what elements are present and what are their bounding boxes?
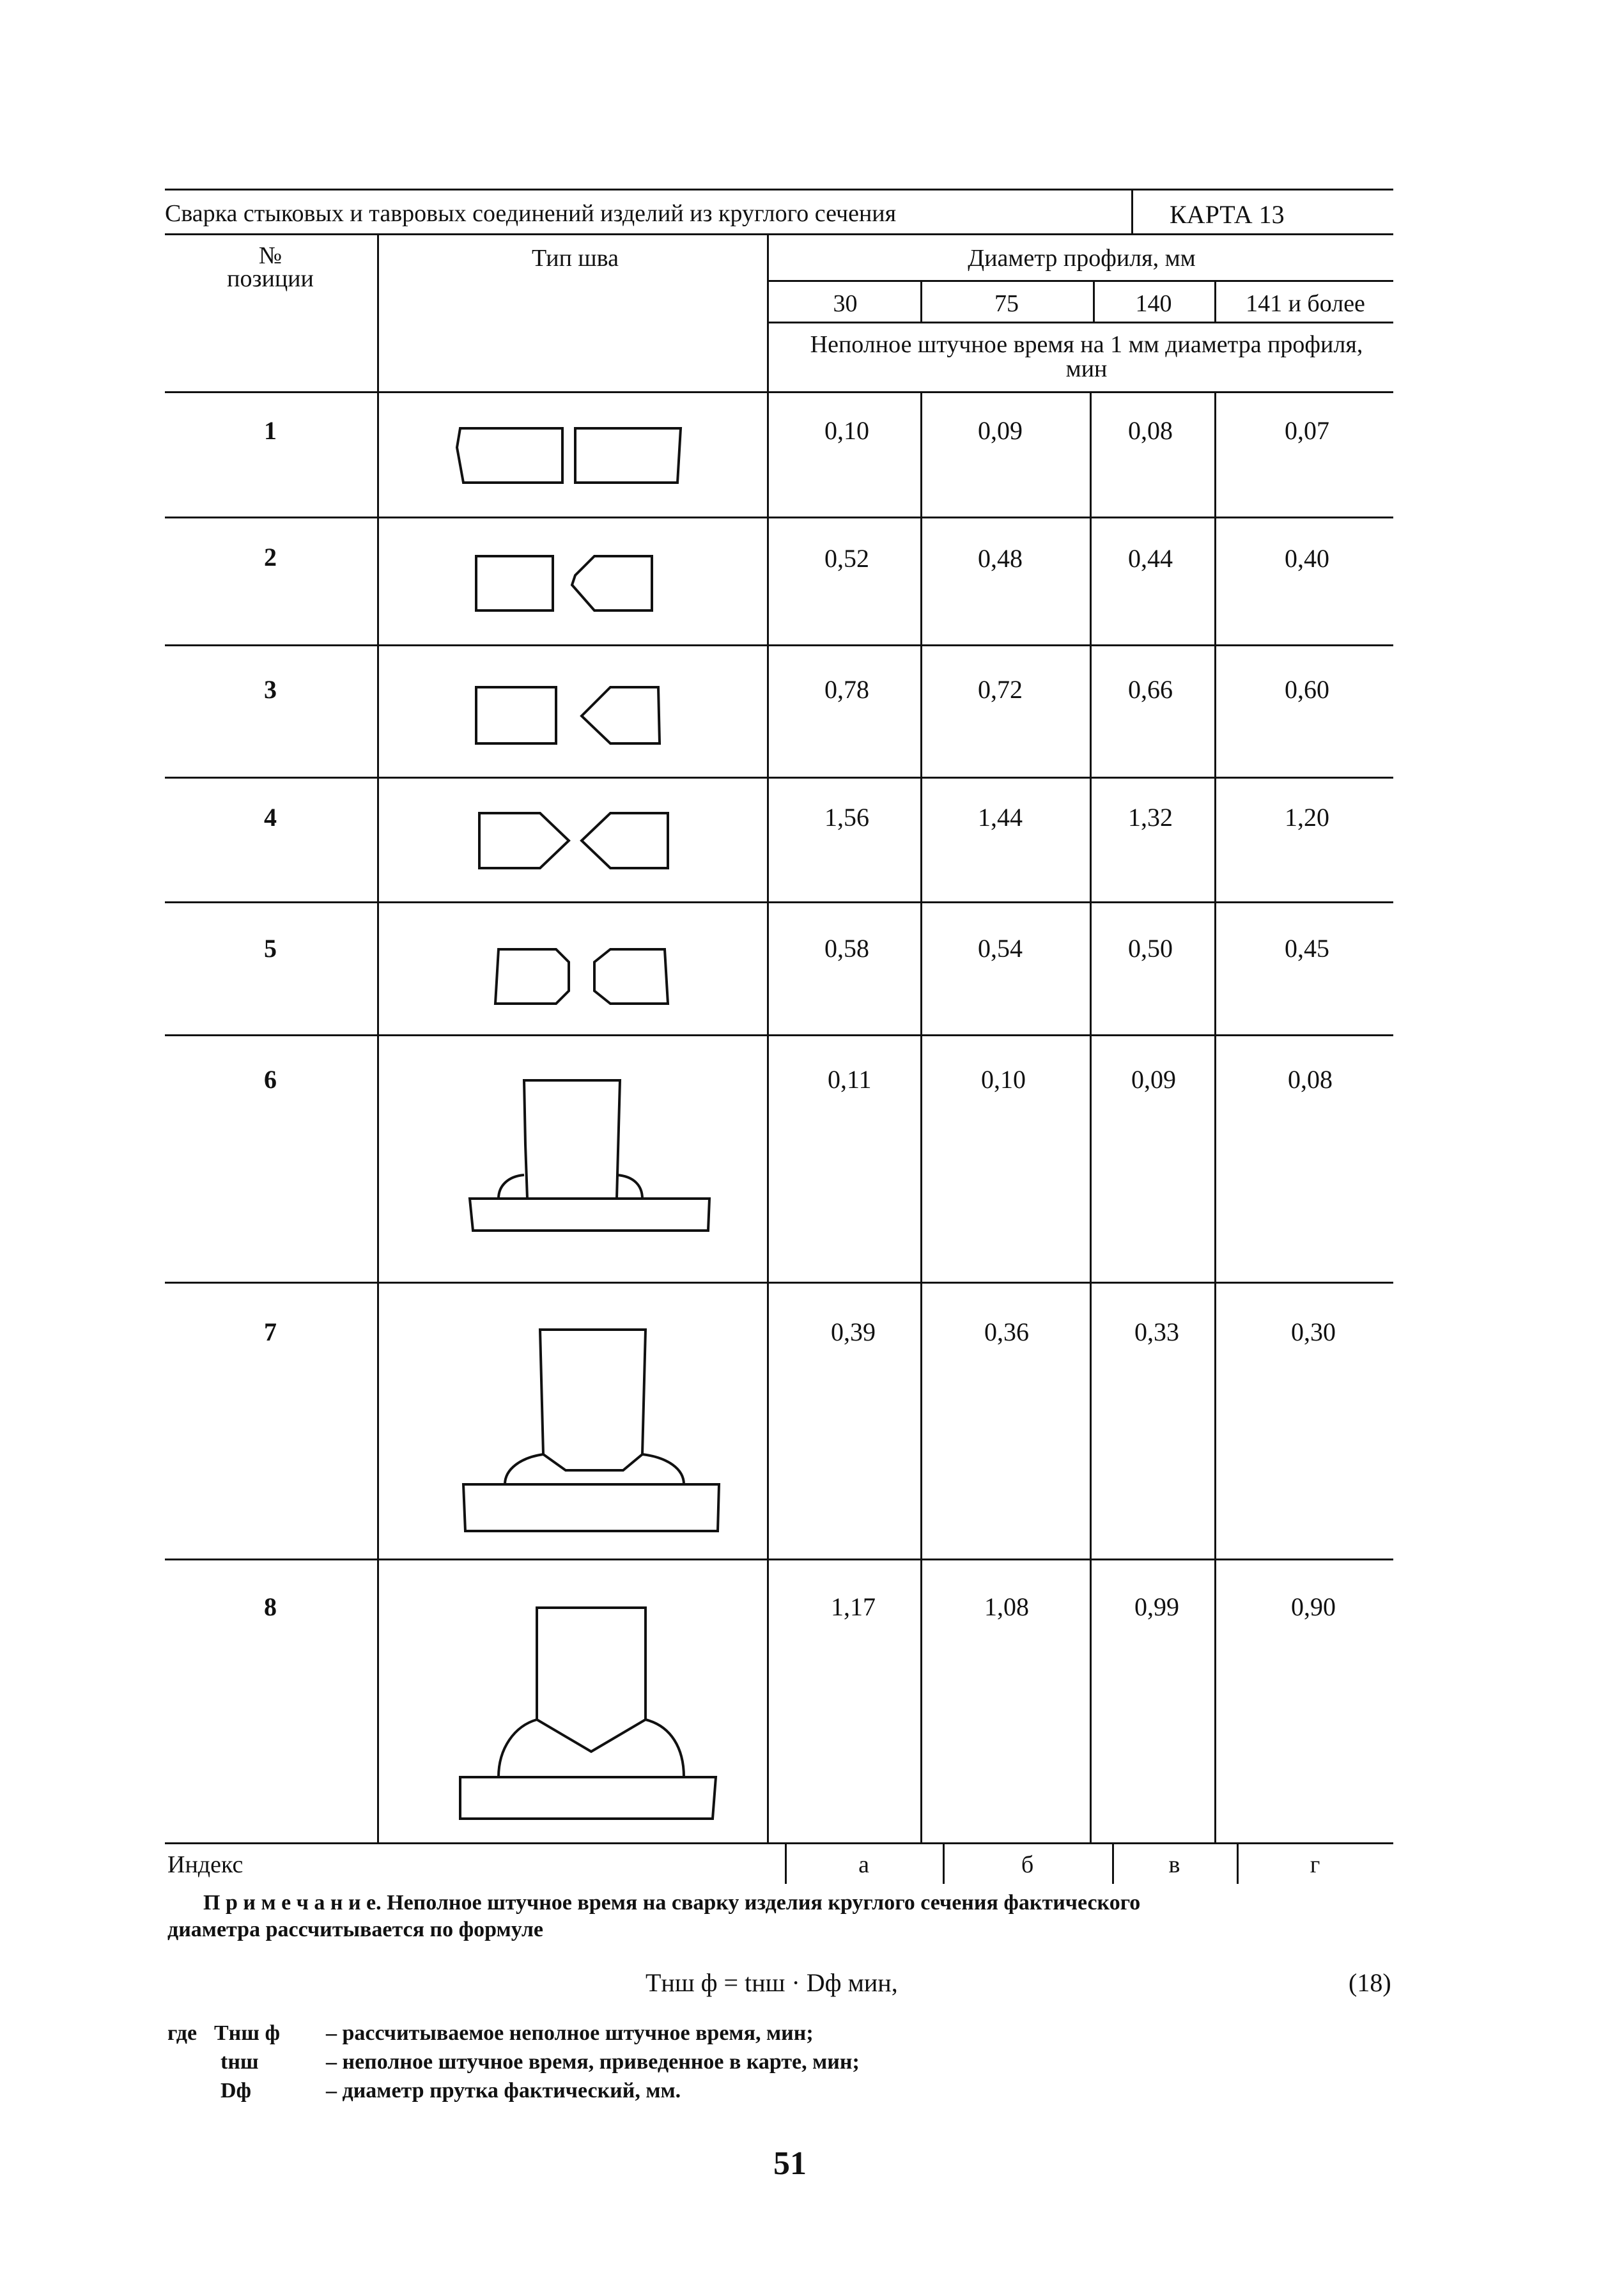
row-6-val-75: 0,10 [981, 1065, 1026, 1094]
diameter-divider-2 [1093, 280, 1095, 322]
seam-diagram-6 [460, 1068, 729, 1253]
row-3-val-75: 0,72 [978, 675, 1023, 704]
row-1-val-141: 0,07 [1285, 416, 1329, 445]
col-divider-30 [920, 393, 922, 1844]
col-divider-75 [1090, 393, 1092, 1844]
seam-diagram-3 [473, 681, 665, 745]
formula: Tнш ф = tнш · Dф мин, [646, 1968, 898, 1997]
row-5-val-140: 0,50 [1128, 934, 1173, 963]
row-rule-8 [165, 1842, 1393, 1844]
row-4-val-140: 1,32 [1128, 803, 1173, 832]
row-6-position: 6 [264, 1065, 277, 1094]
row-7-position: 7 [264, 1318, 277, 1346]
row-4-val-141: 1,20 [1285, 803, 1329, 832]
seam-type-header: Тип шва [531, 245, 619, 272]
seam-diagram-4 [473, 805, 677, 876]
row-rule-6 [165, 1282, 1393, 1284]
note-text-1: Неполное штучное время на сварку изделия круглого сечения фактического [387, 1891, 1141, 1915]
row-5-position: 5 [264, 934, 277, 963]
col-divider-seam [767, 233, 769, 1844]
row-2-val-30: 0,52 [824, 544, 869, 573]
diameter-140: 140 [1135, 290, 1172, 317]
def-text-1: – рассчитываемое неполное штучное время, мин; [326, 2021, 814, 2045]
top-rule [165, 189, 1393, 190]
row-2-val-75: 0,48 [978, 544, 1023, 573]
row-3-val-140: 0,66 [1128, 675, 1173, 704]
diameter-75: 75 [994, 290, 1019, 317]
seam-diagram-8 [447, 1592, 729, 1828]
row-8-position: 8 [264, 1592, 277, 1621]
row-rule-5 [165, 1034, 1393, 1036]
row-rule-4 [165, 901, 1393, 903]
row-8-val-75: 1,08 [984, 1592, 1029, 1621]
row-5-val-75: 0,54 [978, 934, 1023, 963]
index-g: г [1310, 1851, 1320, 1878]
diameter-group-header: Диаметр профиля, мм [968, 245, 1196, 272]
where-label: где [167, 2021, 197, 2045]
row-3-val-30: 0,78 [824, 675, 869, 704]
index-v: в [1168, 1851, 1180, 1878]
row-rule-7 [165, 1559, 1393, 1560]
seam-diagram-5 [486, 940, 677, 1010]
def-text-2: – неполное штучное время, приведенное в карте, мин; [326, 2050, 860, 2074]
row-4-position: 4 [264, 803, 277, 832]
note-text-2: диаметра рассчитывается по формуле [167, 1918, 544, 1941]
row-7-val-75: 0,36 [984, 1318, 1029, 1346]
row-3-position: 3 [264, 675, 277, 704]
row-7-val-30: 0,39 [831, 1318, 876, 1346]
position-header: № позиции [227, 242, 314, 292]
row-4-val-30: 1,56 [824, 803, 869, 832]
formula-number: (18) [1349, 1968, 1391, 1997]
diameter-141-plus: 141 и более [1246, 290, 1365, 317]
def-text-3: – диаметр прутка фактический, мм. [326, 2079, 681, 2103]
def-sym-3: Dф [220, 2079, 252, 2103]
row-7-val-140: 0,33 [1134, 1318, 1179, 1346]
row-8-val-140: 0,99 [1134, 1592, 1179, 1621]
row-2-val-141: 0,40 [1285, 544, 1329, 573]
row-8-val-141: 0,90 [1291, 1592, 1336, 1621]
row-4-val-75: 1,44 [978, 803, 1023, 832]
def-sym-2: tнш [220, 2050, 259, 2074]
note-heading: П р и м е ч а н и е. [203, 1891, 382, 1915]
diameter-30: 30 [833, 290, 858, 317]
row-8-val-30: 1,17 [831, 1592, 876, 1621]
row-6-val-140: 0,09 [1131, 1065, 1176, 1094]
col-divider-position [377, 233, 379, 1844]
diameter-rule-bottom [769, 322, 1393, 323]
page-number: 51 [773, 2145, 807, 2182]
row-6-val-141: 0,08 [1288, 1065, 1333, 1094]
card-number: КАРТА 13 [1170, 200, 1285, 229]
seam-diagram-2 [473, 550, 665, 614]
title-divider [1131, 190, 1133, 233]
row-1-val-75: 0,09 [978, 416, 1023, 445]
table-title: Сварка стыковых и тавровых соединений изделий из круглого сечения [165, 200, 897, 227]
row-7-val-141: 0,30 [1291, 1318, 1336, 1346]
diameter-divider-3 [1214, 280, 1216, 322]
index-label: Индекс [167, 1851, 244, 1878]
seam-diagram-7 [447, 1317, 729, 1547]
col-divider-140 [1214, 393, 1216, 1844]
row-1-val-140: 0,08 [1128, 416, 1173, 445]
row-rule-2 [165, 644, 1393, 646]
diameter-divider-1 [920, 280, 922, 322]
time-caption: Неполное штучное время на 1 мм диаметра профиля, мин [810, 331, 1363, 382]
row-5-val-30: 0,58 [824, 934, 869, 963]
row-5-val-141: 0,45 [1285, 934, 1329, 963]
row-1-val-30: 0,10 [824, 416, 869, 445]
row-3-val-141: 0,60 [1285, 675, 1329, 704]
row-1-position: 1 [264, 416, 277, 445]
diameter-rule-top [769, 280, 1393, 282]
seam-diagram-1 [447, 419, 703, 489]
header-bottom-rule [165, 391, 1393, 393]
row-2-val-140: 0,44 [1128, 544, 1173, 573]
note-line-1 [203, 1891, 1140, 1915]
index-b: б [1021, 1851, 1034, 1878]
index-a: а [858, 1851, 869, 1878]
title-bottom-rule [165, 233, 1393, 235]
def-sym-1: Tнш ф [214, 2021, 280, 2045]
row-rule-1 [165, 517, 1393, 518]
row-rule-3 [165, 777, 1393, 779]
row-6-val-30: 0,11 [828, 1065, 872, 1094]
row-2-position: 2 [264, 543, 277, 571]
